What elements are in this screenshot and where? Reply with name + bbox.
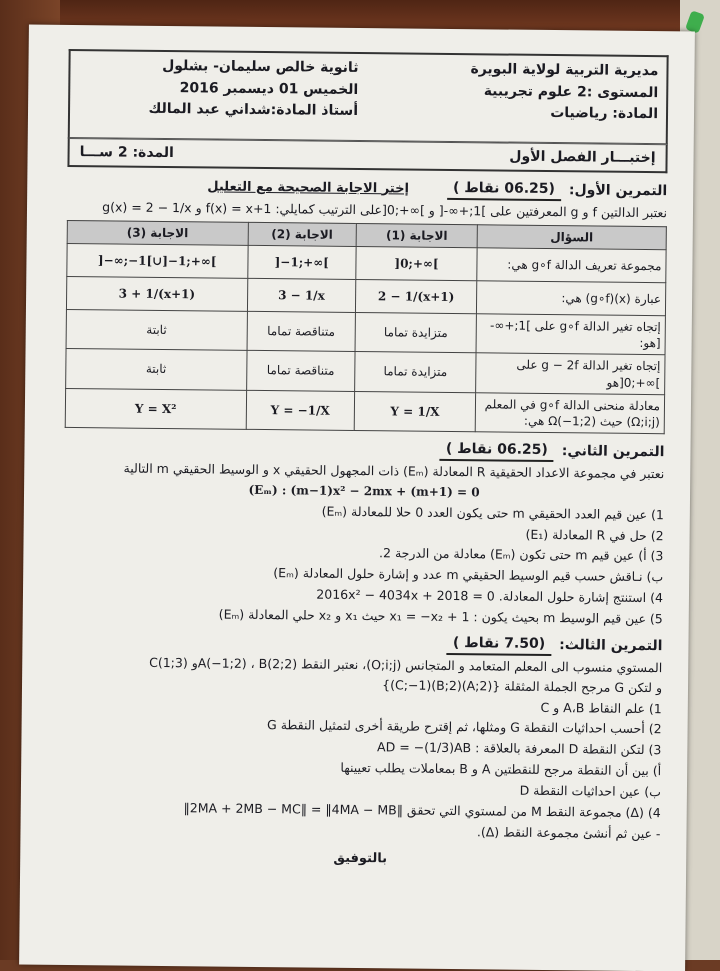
answer-cell: ]0;+∞[ <box>356 246 477 280</box>
ex3-line2: و لتكن G مرجح الجملة المثقلة {(A;2)(B;2)(C;−1)} <box>382 677 663 695</box>
header-right <box>398 58 659 126</box>
ex1-hint: إختر الاجابة الصحيحة مع التعليل <box>207 179 410 197</box>
ex2-item: 3) أ) عين قيم m حتى تكون (Eₘ) معادلة من الدرجة 2. <box>379 545 664 564</box>
ex3-item: أ) بين أن النقطة مرجح للنقطتين A و B بمعاملات يطلب تعيينها <box>340 760 662 779</box>
table-row <box>66 349 665 395</box>
answer-cell: Y = 1/X <box>354 391 475 432</box>
answer-cell: 3 + 1/(x+1) <box>66 276 247 311</box>
answer-cell: 3 − 1/x <box>247 278 356 312</box>
ex1-table <box>65 220 667 435</box>
ex3-item: 2) أحسب احداثيات النقطة G ومثلها، ثم إقترح طريقة أخرى لتمثيل النقطة G <box>267 717 662 737</box>
ex2-equation: (Eₘ) : (m−1)x² − 2mx + (m+1) = 0 <box>248 482 480 500</box>
ex3-intro: المستوي منسوب الى المعلم المتعامد و المتجانس (O;i;j)، نعتبر النقط A(−1;2) ، B(2;2)و C(1;3) <box>149 654 663 676</box>
exam-title: إختبـــار الفصل الأول <box>509 148 656 166</box>
answer-cell: متناقصة تماما <box>247 311 356 352</box>
exam-duration: المدة: 2 ســـا <box>79 143 174 161</box>
date: الخميس 01 ديسمبر 2016 <box>179 79 359 98</box>
question-cell: مجموعة تعريف الدالة g∘f هي: <box>477 248 666 283</box>
answer-cell: 2 − 1/(x+1) <box>356 279 477 313</box>
ex2-item: 1) عين قيم العدد الحقيقي m حتى يكون العدد 0 حلا للمعادلة (Eₘ) <box>321 503 664 522</box>
table-row <box>65 388 664 434</box>
th-answer-3: الاجابة (3) <box>67 220 248 245</box>
answer-cell: Y = −1/X <box>246 390 355 431</box>
ex3-item: 3) لتكن النقطة D المعرفة بالعلاقة : AD = −(1/3)AB <box>377 739 662 758</box>
ex1-points: (06.25 نقاط ) <box>447 179 561 201</box>
question-cell: معادلة منحنى الدالة g∘f في المعلم (Ω;i;j) حيث Ω(−1;2) هي: <box>475 392 664 433</box>
ex2-item: 4) استنتج إشارة حلول المعادلة. 2016x² − 4034x + 2018 = 0 <box>316 586 664 606</box>
question-cell: إتجاه تغير الدالة g − 2f على ]∞+;0[هو <box>476 353 665 394</box>
school: ثانوية خالص سليمان- بشلول <box>162 57 359 76</box>
ex2-points: (06.25 نقاط ) <box>440 440 554 462</box>
ex3-points: (7.50 نقاط ) <box>447 634 551 656</box>
ex3-heading <box>62 630 662 657</box>
ex2-intro: نعتبر في مجموعة الاعداد الحقيقية R المعادلة (Eₘ) ذات المجهول الحقيقي x و الوسيط الحقيقي m التالية <box>123 460 665 482</box>
answer-cell: Y = X² <box>65 388 246 429</box>
ex2-item: 5) عين قيم الوسيط m بحيث يكون : x₁ = −x₂ + 1 حيث x₁ و x₂ حلي المعادلة (Eₘ) <box>218 606 663 627</box>
answer-cell: ]−∞;−1[∪]−1;+∞[ <box>67 243 248 278</box>
ex2-item: ب) نـاقش حسب قيم الوسيط الحقيقي m عدد و إشارة حلول المعادلة (Eₘ) <box>273 565 664 585</box>
directorate: مديرية التربية لولاية البويرة <box>470 61 659 80</box>
subject: المادة: رياضيات <box>550 105 659 123</box>
ex3-item: 4) (Δ) مجموعة النقط M من لمستوي التي تحقق ‖2MA + 2MB − MC‖ = ‖4MA − MB‖ <box>183 800 661 821</box>
teacher: أستاذ المادة:شداني عبد المالك <box>148 101 359 120</box>
answer-cell: متناقصة تماما <box>246 351 355 392</box>
header <box>68 49 669 144</box>
ex1-title: التمرين الأول: <box>568 182 668 200</box>
ex3-item: - عين ثم أنشئ مجموعة النقط (Δ). <box>476 824 661 842</box>
th-question: السؤال <box>477 225 666 250</box>
answer-cell: متزايدة تماما <box>355 312 476 353</box>
ex2-title: التمرين الثاني: <box>561 443 665 461</box>
ex3-item: 1) علم النقاط A،B و C <box>540 699 662 716</box>
table-row <box>66 309 665 355</box>
ex2-heading <box>64 436 664 463</box>
answer-cell: ]−1;+∞[ <box>247 245 356 279</box>
th-answer-1: الاجابة (1) <box>356 223 477 247</box>
sheet-content <box>60 49 669 871</box>
question-cell: إتجاه تغير الدالة g∘f على ]1;+∞-[هو: <box>476 314 665 355</box>
header-left <box>78 55 359 123</box>
question-cell: عبارة (x)(g∘f) هي: <box>476 281 665 316</box>
answer-cell: ثابتة <box>66 349 247 390</box>
answer-cell: ثابتة <box>66 309 247 350</box>
good-luck: بالتوفيق <box>333 850 388 867</box>
exam-sheet <box>19 25 695 971</box>
ex2-item: 2) حل في R المعادلة (E₁) <box>525 526 664 543</box>
level: المستوى :2 علوم تجريبية <box>483 82 659 101</box>
ex3-item: ب) عين احداثيات النقطة D <box>519 782 662 800</box>
th-answer-2: الاجابة (2) <box>248 222 357 246</box>
answer-cell: متزايدة تماما <box>355 352 476 393</box>
ex1-intro: نعتبر الدالتين f و g المعرفتين على ]1;+∞-[ و ]∞+;0[على الترتيب كمايلي: f(x) = x+1 و g(x) = 2 − 1/x <box>102 199 668 221</box>
ex3-title: التمرين الثالث: <box>559 637 663 655</box>
ex1-heading <box>67 175 667 202</box>
